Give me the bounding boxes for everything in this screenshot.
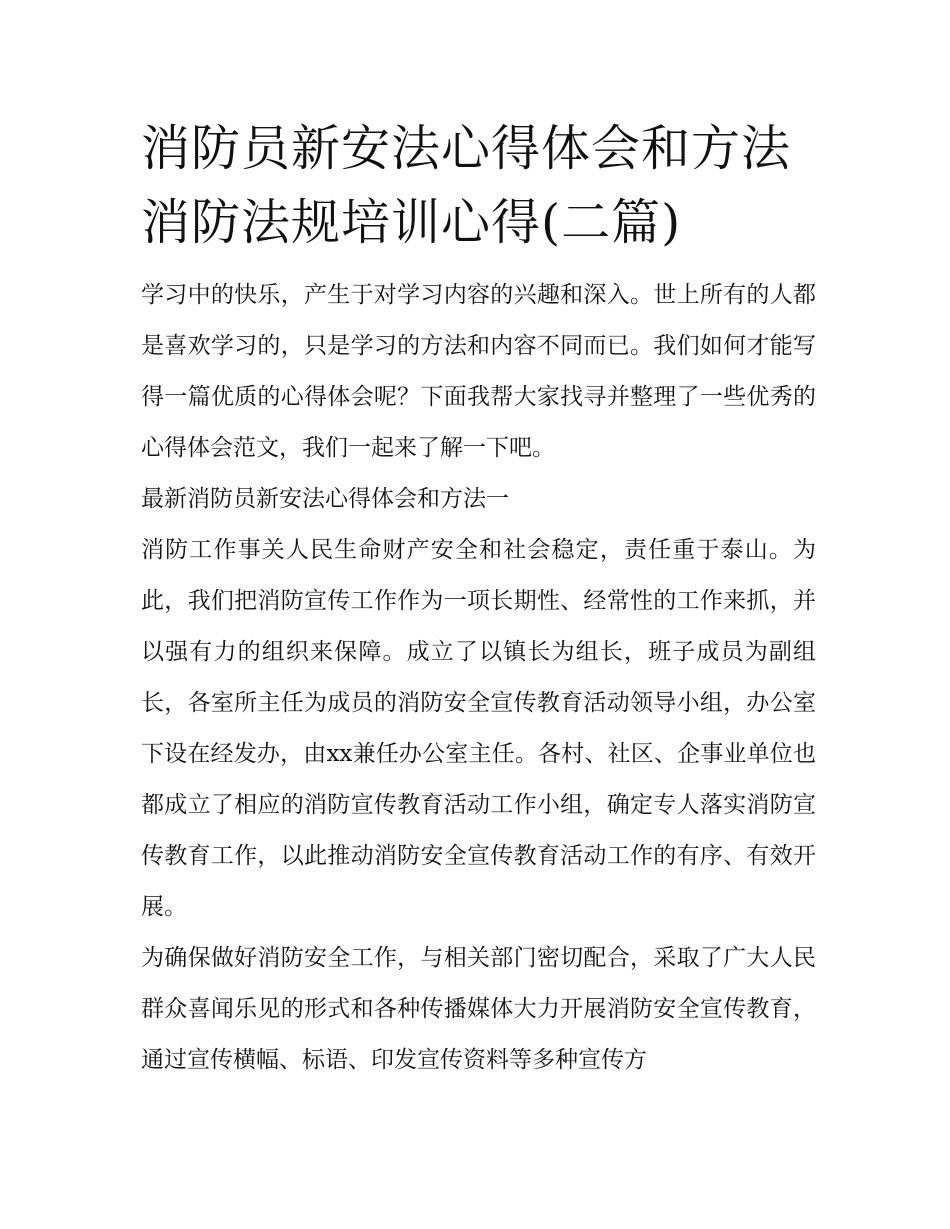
document-content — [141, 112, 816, 1086]
intro-paragraph: 学习中的快乐，产生于对学习内容的兴趣和深入。世上所有的人都是喜欢学习的，只是学习的方法和内容不同而已。我们如何才能写得一篇优质的心得体会呢？下面我帮大家找寻并整理了一些优秀的心得体会范文，我们一起来了解一下吧。 — [141, 282, 816, 461]
title-line-2: 消防法规培训心得(二篇) — [141, 194, 682, 251]
body-paragraph-2: 为确保做好消防安全工作，与相关部门密切配合，采取了广大人民群众喜闻乐见的形式和各种传播媒体大力开展消防安全宣传教育，通过宣传横幅、标语、印发宣传资料等多种宣传方 — [141, 945, 816, 1073]
section-heading: 最新消防员新安法心得体会和方法一 — [141, 486, 509, 512]
body-paragraph-1: 消防工作事关人民生命财产安全和社会稳定，责任重于泰山。为此，我们把消防宣传工作作为一项长期性、经常性的工作来抓，并以强有力的组织来保障。成立了以镇长为组长，班子成员为副组长，各室所主任为成员的消防安全宣传教育活动领导小组，办公室下设在经发办，由xx兼任办公室主任。各村、社区、企事业单位也都成立了相应的消防宣传教育活动工作小组，确定专人落实消防宣传教育工作，以此推动消防安全宣传教育活动工作的有序、有效开展。 — [141, 537, 816, 920]
document-title — [141, 112, 816, 260]
title-line-1: 消防员新安法心得体会和方法 — [141, 120, 792, 177]
